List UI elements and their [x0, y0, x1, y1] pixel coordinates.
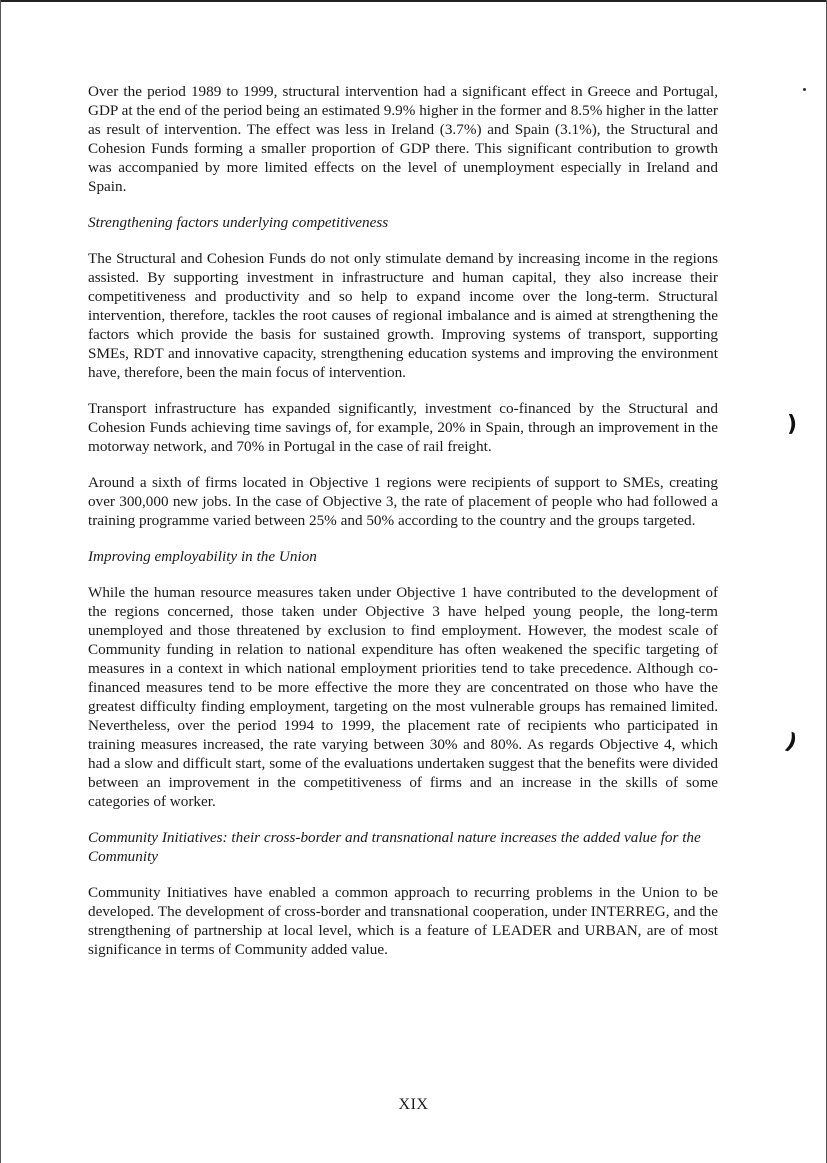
binder-hole-mark-icon: ): [787, 412, 798, 437]
binder-hole-mark-icon: ): [782, 729, 801, 756]
section-heading-competitiveness: Strengthening factors underlying competitiveness: [88, 214, 389, 231]
paragraph-transport: Transport infrastructure has expanded significantly, investment co-financed by the Structural and Cohesion Funds achieving time savings of, for example, 20% in Spain, through an improvement in the motorway network, and 70% in Portugal in the case of rail freight.: [88, 400, 718, 455]
section-heading-community-initiatives: Community Initiatives: their cross-border and transnational nature increases the added value for the Community: [88, 829, 701, 865]
paragraph-human-resources: While the human resource measures taken under Objective 1 have contributed to the development of the regions concerned, those taken under Objective 3 have helped young people, the long-term unemployed and those threatened by exclusion to find employment. However, the modest scale of Community funding in relation to national expenditure has often weakened the specific targeting of measures in a context in which national employment priorities tend to take precedence. Although co-financed measures tend to be more effective the more they are concentrated on those who have the greatest difficulty finding employment, targeting on the most vulnerable groups has remained limited. Nevertheless, over the period 1994 to 1999, the placement rate of recipients who participated in training measures increased, the rate varying between 30% and 80%. As regards Objective 4, which had a slow and difficult start, some of the evaluations undertaken suggest that the benefits were divided between an improvement in the competitiveness of firms and an increase in the skills of some categories of worker.: [88, 584, 718, 810]
scan-dot: [803, 88, 806, 91]
page-body: [88, 82, 718, 976]
paragraph-smes: Around a sixth of firms located in Objective 1 regions were recipients of support to SMEs, creating over 300,000 new jobs. In the case of Objective 3, the rate of placement of people who had followed a training programme varied between 25% and 50% according to the country and the groups targeted.: [88, 474, 718, 529]
paragraph-gdp-effect: Over the period 1989 to 1999, structural intervention had a significant effect in Greece and Portugal, GDP at the end of the period being an estimated 9.9% higher in the former and 8.5% higher in the latter as result of intervention. The effect was less in Ireland (3.7%) and Spain (3.1%), the Structural and Cohesion Funds forming a smaller proportion of GDP there. This significant contribution to growth was accompanied by more limited effects on the level of unemployment especially in Ireland and Spain.: [88, 83, 718, 195]
paragraph-structural-funds: The Structural and Cohesion Funds do not only stimulate demand by increasing income in the regions assisted. By supporting investment in infrastructure and human capital, they also increase their competitiveness and productivity and so help to expand income over the long-term. Structural intervention, therefore, tackles the root causes of regional imbalance and is aimed at strengthening the factors which provide the basis for sustained growth. Improving systems of transport, supporting SMEs, RDT and innovative capacity, strengthening education systems and improving the environment have, therefore, been the main focus of intervention.: [88, 250, 718, 381]
section-heading-employability: Improving employability in the Union: [88, 548, 317, 565]
top-border: [0, 0, 827, 2]
left-page-edge: [0, 0, 1, 1163]
paragraph-community-initiatives: Community Initiatives have enabled a common approach to recurring problems in the Union to be developed. The development of cross-border and transnational cooperation, under INTERREG, and the strengthening of partnership at local level, which is a feature of LEADER and URBAN, are of most significance in terms of Community added value.: [88, 884, 718, 958]
page-number: XIX: [398, 1096, 429, 1113]
